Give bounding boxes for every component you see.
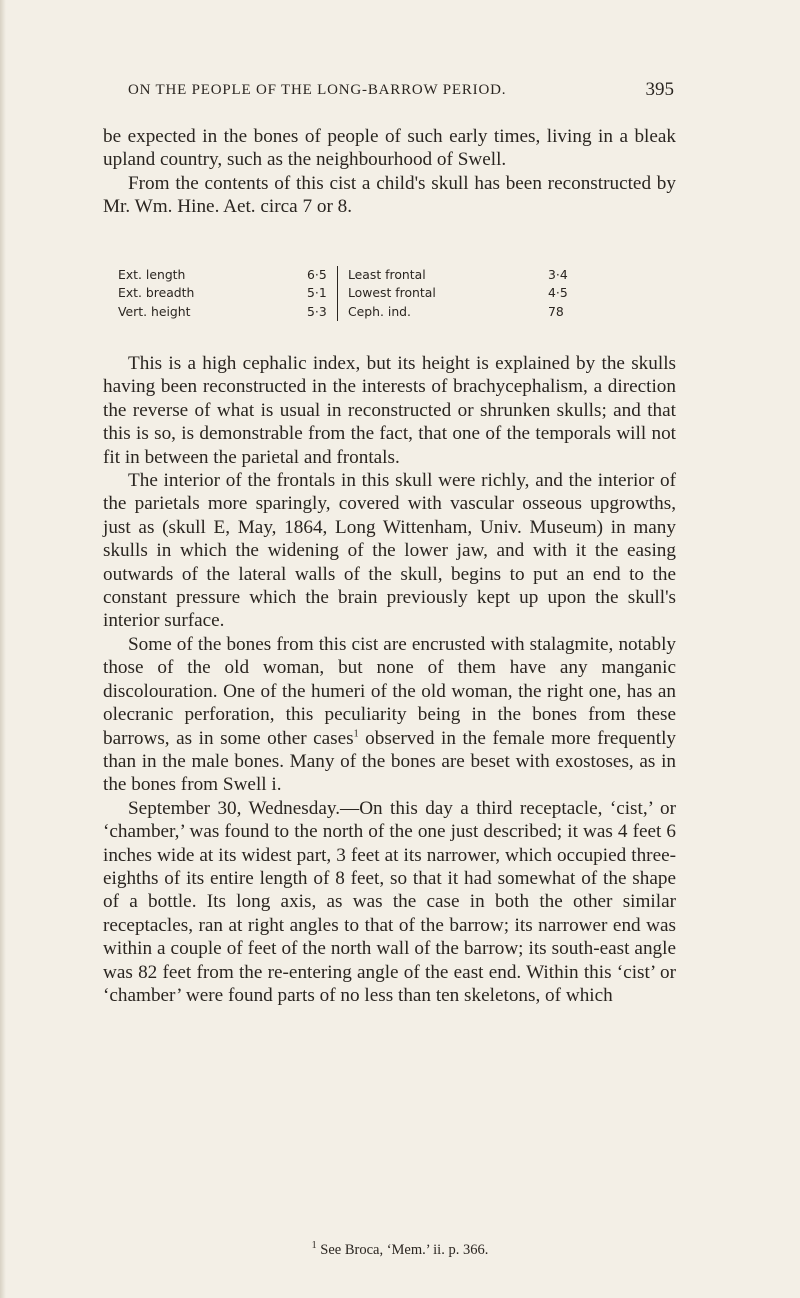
measurement-value: 5·3 [307,303,327,319]
measurement-row [348,266,568,284]
measurements-right-column [337,266,568,321]
paragraph-cephalic-index: This is a high cephalic index, but its height is explained by the skulls having been reconstructed in the interests of brachycephalism, a direction the reverse of what is usual in reconstructed or shrunken skulls; and that this is so, is demonstrable from the fact, that one of the temporals will not fit in between the parietal and frontals. [103,353,676,468]
measurement-label: Ext. length [118,267,186,282]
running-title: ON THE PEOPLE OF THE LONG-BARROW PERIOD. [128,82,507,98]
footnote-text: See Broca, ‘Mem.’ ii. p. 366. [316,1242,489,1258]
measurement-value: 78 [548,303,564,319]
measurement-label: Vert. height [118,303,191,319]
measurement-row [118,266,327,284]
measurement-row [118,284,327,302]
running-head [128,79,674,106]
measurement-label: Ext. breadth [118,285,195,301]
paragraph-reconstruction: From the contents of this cist a child's skull has been reconstructed by Mr. Wm. Hine. Aet. circa 7 or 8. [103,172,676,218]
skull-measurements-table [118,266,674,321]
measurement-label: Least frontal [348,267,426,282]
measurement-label: Lowest frontal [348,285,436,301]
measurement-value: 4·5 [548,285,568,301]
page-number: 395 [645,79,674,100]
paragraph-third-receptacle: September 30, Wednesday.—On this day a third receptacle, ‘cist,’ or ‘chamber,’ was found to the north of the one just described; it was 4 feet 6 inches wide at its widest part, 3 feet at its narrower, which occupied three-eighths of its entire length of 8 feet, so that it had somewhat of the shape of a bottle. Its long axis, as was the case in both the other similar receptacles, ran at right angles to that of the barrow; its narrower end was within a couple of feet of the north wall of the barrow; its south-east angle was 82 feet from the re-entering angle of the east end. Within this ‘cist’ or ‘chamber’ were found parts of no less than ten skeletons, of which [103,797,676,1006]
measurement-row [348,303,568,321]
measurement-row [348,284,568,302]
measurement-value: 3·4 [548,267,568,282]
intro-text [103,125,676,219]
paragraph-text: Some of the bones from this cist are encrusted with stalagmite, notably those of the old woman, but none of them have any manganic discolouration. One of the humeri of the old woman, the right one, has an olecranic perforation, this peculiarity being in the bones from these barrows, as in some other cases [103,633,676,749]
measurement-label: Ceph. ind. [348,303,411,319]
measurements-left-column [118,266,327,321]
footnote [0,1242,800,1259]
paragraph-continuation: be expected in the bones of people of such early times, living in a bleak upland country, such as the neighbourhood of Swell. [103,126,676,171]
paragraph-text: observed in the female more frequently than in the male bones. Many of the bones are beset with exostoses, as in the bones from Swell i. [103,727,676,796]
measurement-value: 5·1 [307,285,327,301]
paragraph-stalagmite [103,633,676,797]
footnote-marker: 1 [311,1240,317,1252]
page-edge [0,0,6,1298]
footnote-reference: 1 [353,728,359,740]
paragraph-interior-frontals: The interior of the frontals in this skull were richly, and the interior of the parietals more sparingly, covered with vascular osseous upgrowths, just as (skull E, May, 1864, Long Wittenham, Univ. Museum) in many skulls in which the widening of the lower jaw, and with it the easing outwards of the lateral walls of the skull, begins to put an end to the constant pressure which the brain previously kept up upon the skull's interior surface. [103,470,676,632]
main-text [103,352,676,1007]
measurement-row [118,303,327,321]
measurement-value: 6·5 [307,267,327,282]
